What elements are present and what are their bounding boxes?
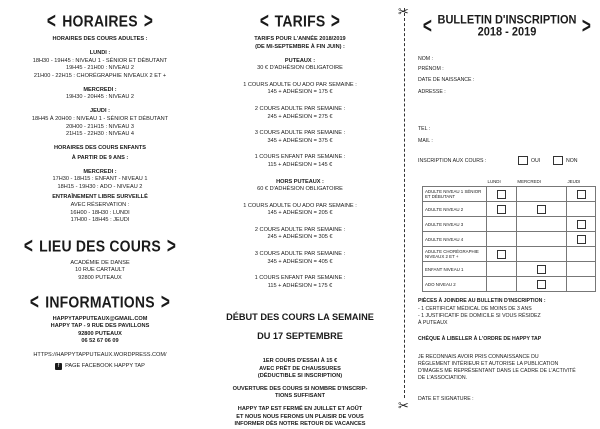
course-checkbox[interactable] <box>537 205 546 214</box>
email-link[interactable]: HAPPYTAPPUTEAUX@GMAIL.COM <box>52 315 148 322</box>
essai-line: AVEC PRÊT DE CHAUSSURES <box>259 365 341 372</box>
schedule-line: 18H15 - 19H30 : ADO - NIVEAU 2 <box>57 183 143 190</box>
horaires-column <box>0 0 200 424</box>
day-cell <box>567 262 596 277</box>
lieu-line: 10 RUE CARTAULT <box>75 267 125 274</box>
course-checkbox[interactable] <box>577 235 586 244</box>
course-label: ADULTE NIVEAU 1 SÉNIOR ET DÉBUTANT <box>423 187 487 202</box>
enfants-subtitle: À PARTIR DE 9 ANS : <box>71 154 129 161</box>
scissors-icon: ✂ <box>398 4 409 19</box>
day-cell <box>567 187 596 202</box>
mercredi-label: MERCREDI : <box>83 86 117 93</box>
day-cell <box>516 277 566 292</box>
tarif-line: 2 COURS ADULTE PAR SEMAINE : <box>254 226 346 233</box>
pieces-line: - 1 JUSTIFICATIF DE DOMICILE SI VOUS RÉSIDEZ <box>418 313 541 319</box>
website-link[interactable]: HTTPS://HAPPYTAPPUTEAUX.WORDPRESS.COM/ <box>33 351 167 358</box>
course-checkbox[interactable] <box>497 190 506 199</box>
address-line: HAPPY TAP - 9 RUE DES PAVILLONS <box>50 323 150 330</box>
tarifs-column <box>200 0 400 428</box>
course-label: ADO NIVEAU 2 <box>423 277 487 292</box>
oui-checkbox[interactable] <box>518 156 528 165</box>
tarif-price: 245 + ADHÉSION = 305 € <box>267 234 333 241</box>
tarif-price: 115 + ADHÉSION = 175 € <box>267 282 333 289</box>
day-cell <box>516 247 566 262</box>
course-checkbox[interactable] <box>577 190 586 199</box>
tel-field[interactable]: TEL : <box>418 126 431 132</box>
ferme-line: ET NOUS NOUS FERONS UN PLAISIR DE VOUS <box>236 413 364 420</box>
puteaux-adhesion: 30 € D'ADHÉSION OBLIGATOIRE <box>257 65 343 72</box>
schedule-line: 19H45 - 21H00 : NIVEAU 2 <box>65 65 135 72</box>
entrainement-line: 16H00 - 18H30 : LUNDI <box>70 209 130 216</box>
horaires-title: HORAIRES <box>62 12 138 30</box>
ouverture-line: TIONS SUFFISANT <box>274 393 326 400</box>
cheque-label: CHÈQUE À LIBELLER À L'ORDRE DE HAPPY TAP <box>418 336 542 342</box>
ferme-line: INFORMER DÈS NOTRE RETOUR DE VACANCES <box>234 421 366 428</box>
pieces-line: - 1 CERTIFICAT MÉDICAL DE MOINS DE 3 ANS <box>418 306 532 312</box>
chevron-left-icon: < <box>24 232 34 258</box>
course-checkbox[interactable] <box>497 205 506 214</box>
signature-field[interactable]: DATE ET SIGNATURE : <box>418 396 474 402</box>
tarif-price: 115 + ADHÉSION = 145 € <box>267 161 333 168</box>
address-line: 92800 PUTEAUX <box>78 330 122 337</box>
course-label: ENFANT NIVEAU 1 <box>423 262 487 277</box>
scissors-icon: ✂ <box>398 398 409 413</box>
tarif-line: 1 COURS ENFANT PAR SEMAINE : <box>254 154 346 161</box>
tarifs-period: (DE MI-SEPTEMBRE À FIN JUIN) : <box>255 43 345 50</box>
chevron-left-icon: < <box>30 288 40 314</box>
day-cell <box>516 262 566 277</box>
schedule-line: 21H15 - 22H30 : NIVEAU 4 <box>65 131 135 138</box>
day-cell <box>516 202 566 217</box>
pieces-line: À PUTEAUX <box>418 320 448 326</box>
table-row <box>423 217 596 232</box>
tarif-price: 345 + ADHÉSION = 405 € <box>267 258 333 265</box>
day-cell <box>487 262 517 277</box>
table-row <box>423 247 596 262</box>
reconnais-line: RÈGLEMENT INTÉRIEUR ET AUTORISE LA PUBLICATION <box>418 361 559 367</box>
form-year: 2018 - 2019 <box>477 25 537 39</box>
schedule-line: 19H30 - 20H45 : NIVEAU 2 <box>65 94 135 101</box>
hors-adhesion: 60 € D'ADHÉSION OBLIGATOIRE <box>257 186 343 193</box>
prenom-field[interactable]: PRÉNOM : <box>418 66 444 72</box>
adresse-field[interactable]: ADRESSE : <box>418 89 446 95</box>
tarifs-year: TARIFS POUR L'ANNÉE 2018/2019 <box>254 36 346 42</box>
jeudi-label: JEUDI : <box>90 108 110 115</box>
oui-label: OUI <box>531 158 541 164</box>
tarifs-header <box>200 8 400 33</box>
day-header: MERCREDI <box>517 178 541 184</box>
day-cell <box>567 247 596 262</box>
course-label: ADULTE NIVEAU 3 <box>423 217 487 232</box>
tarif-price: 245 + ADHÉSION = 275 € <box>267 113 333 120</box>
schedule-line: 18H30 - 19H45 : NIVEAU 1 - SÉNIOR ET DÉBUTANT <box>32 57 168 64</box>
schedule-line: 20H00 - 21H15 : NIVEAU 3 <box>65 123 135 130</box>
course-label: ADULTE NIVEAU 2 <box>423 202 487 217</box>
day-cell <box>487 232 517 247</box>
nom-field[interactable]: NOM : <box>418 56 433 62</box>
ouverture-line: OUVERTURE DES COURS SI NOMBRE D'INSCRIP- <box>232 385 368 392</box>
lieu-title: LIEU DES COURS <box>39 237 161 255</box>
lundi-label: LUNDI : <box>89 49 111 56</box>
day-cell <box>487 277 517 292</box>
table-row <box>423 262 596 277</box>
tarif-price: 345 + ADHÉSION = 375 € <box>267 137 333 144</box>
chevron-left-icon: < <box>422 13 432 38</box>
day-cell <box>567 217 596 232</box>
info-title: INFORMATIONS <box>45 292 155 311</box>
day-header: LUNDI <box>487 178 501 184</box>
form-header <box>418 14 596 38</box>
hors-label: HORS PUTEAUX : <box>276 178 324 185</box>
day-cell <box>516 217 566 232</box>
courses-table <box>422 176 596 292</box>
tarif-line: 2 COURS ADULTE PAR SEMAINE : <box>254 105 346 112</box>
naissance-field[interactable]: DATE DE NAISSANCE : <box>418 77 475 83</box>
entrainement-line: AVEC RÉSERVATION : <box>70 202 130 209</box>
form-title: BULLETIN D'INSCRIPTION <box>437 13 577 27</box>
info-header <box>0 288 200 314</box>
course-checkbox[interactable] <box>577 220 586 229</box>
table-row <box>423 187 596 202</box>
non-checkbox[interactable] <box>553 156 563 165</box>
debut-date: DU 17 SEPTEMBRE <box>257 330 343 341</box>
enfants-title: HORAIRES DES COURS ENFANTS <box>54 145 146 152</box>
course-label: ADULTE NIVEAU 4 <box>423 232 487 247</box>
tarifs-title: TARIFS <box>274 12 326 30</box>
table-row <box>423 202 596 217</box>
facebook-label: PAGE FACEBOOK HAPPY TAP <box>65 362 145 369</box>
day-cell <box>567 232 596 247</box>
non-label: NON <box>566 158 578 164</box>
tarif-line: 3 COURS ADULTE PAR SEMAINE : <box>254 251 346 258</box>
pieces-title: PIÈCES À JOINDRE AU BULLETIN D'INSCRIPTION : <box>418 298 546 304</box>
table-row <box>423 277 596 292</box>
essai-line: 1ER COURS D'ESSAI À 15 € <box>262 358 338 365</box>
schedule-line: 18H45 À 20H00 : NIVEAU 1 - SÉNIOR ET DÉBUTANT <box>31 115 169 122</box>
facebook-row[interactable] <box>0 363 200 371</box>
chevron-right-icon: > <box>331 8 341 33</box>
inscription-label: INSCRIPTION AUX COURS : <box>418 158 487 164</box>
reconnais-line: DE L'ASSOCIATION. <box>418 375 468 381</box>
mail-field[interactable]: MAIL : <box>418 138 433 144</box>
horaires-header <box>0 8 200 33</box>
day-cell <box>487 247 517 262</box>
day-cell <box>487 202 517 217</box>
entrainement-title: ENTRAÎNEMENT LIBRE SURVEILLÉ <box>52 194 148 201</box>
reconnais-line: JE RECONNAIS AVOIR PRIS CONNAISSANCE DU <box>418 354 539 360</box>
chevron-right-icon: > <box>143 8 153 33</box>
facebook-icon: f <box>55 363 62 370</box>
course-label: ADULTE CHORÉGRAPHIE NIVEAUX 2 ET + <box>423 247 487 262</box>
course-checkbox[interactable] <box>537 265 546 274</box>
chevron-right-icon: > <box>582 13 592 38</box>
mercredi-enfants-label: MERCREDI : <box>83 168 117 175</box>
tarif-line: 1 COURS ADULTE OU ADO PAR SEMAINE : <box>243 81 357 88</box>
lieu-header <box>0 232 200 258</box>
reconnais-line: D'IMAGES ME REPRÉSENTANT DANS LE CADRE DE L'ACTIVITÉ <box>418 368 576 374</box>
day-header: JEUDI <box>567 178 581 184</box>
ferme-line: HAPPY TAP EST FERMÉ EN JUILLET ET AOÛT <box>237 405 363 412</box>
tarif-line: 1 COURS ADULTE OU ADO PAR SEMAINE : <box>243 202 357 209</box>
tarif-price: 145 + ADHÉSION = 175 € <box>267 89 333 96</box>
tarif-price: 145 + ADHÉSION = 205 € <box>267 210 333 217</box>
phone-number: 06 52 67 06 09 <box>81 338 119 345</box>
table-row <box>423 232 596 247</box>
course-checkbox[interactable] <box>497 250 506 259</box>
essai-line: (DÉDUCTIBLE SI INSCRIPTION) <box>257 373 343 380</box>
tarif-line: 1 COURS ENFANT PAR SEMAINE : <box>254 275 346 282</box>
tarif-line: 3 COURS ADULTE PAR SEMAINE : <box>254 130 346 137</box>
day-cell <box>487 217 517 232</box>
chevron-right-icon: > <box>160 288 170 314</box>
entrainement-line: 17H00 - 18H45 : JEUDI <box>70 217 130 224</box>
day-cell <box>516 232 566 247</box>
cut-line <box>404 8 405 398</box>
schedule-line: 17H30 - 18H15 : ENFANT - NIVEAU 1 <box>52 176 148 183</box>
adultes-title: HORAIRES DES COURS ADULTES : <box>52 36 148 42</box>
lieu-line: ACADÉMIE DE DANSE <box>70 259 130 266</box>
chevron-right-icon: > <box>166 232 176 258</box>
day-cell <box>567 277 596 292</box>
schedule-line: 21H00 - 22H15 : CHORÉGRAPHIE NIVEAUX 2 ET + <box>33 72 167 79</box>
lieu-line: 92800 PUTEAUX <box>78 275 122 282</box>
day-cell <box>487 187 517 202</box>
day-cell <box>516 187 566 202</box>
puteaux-label: PUTEAUX : <box>284 57 316 64</box>
day-cell <box>567 202 596 217</box>
debut-title: DÉBUT DES COURS LA SEMAINE <box>226 311 374 322</box>
chevron-left-icon: < <box>47 8 57 33</box>
course-checkbox[interactable] <box>537 280 546 289</box>
chevron-left-icon: < <box>259 8 269 33</box>
